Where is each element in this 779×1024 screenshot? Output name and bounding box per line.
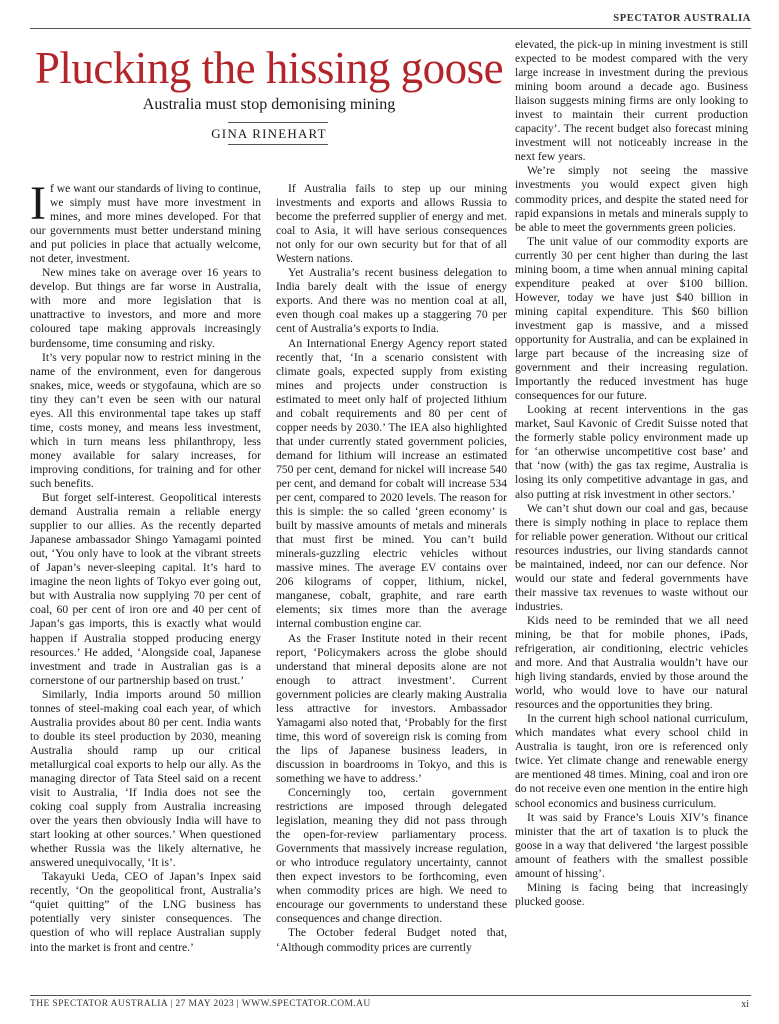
paragraph: It was said by France’s Louis XIV’s finance minister that the art of taxation is to pluck the goose in a way that delivered ‘the largest possible amount of feathers with the smallest possible amount of hissing’.: [515, 810, 748, 880]
running-head: SPECTATOR AUSTRALIA: [613, 13, 751, 24]
paragraph: If Australia fails to step up our mining investments and exports and allows Russia to become the preferred supplier of energy and met. coal to Asia, it will have serious consequences not only for our own security but for that of all Western nations.: [276, 182, 507, 266]
paragraph: The unit value of our commodity exports are currently 30 per cent higher than during the last mining boom, a time when annual mining capital expenditure peaked at over $100 billion. However, today we have just $40 billion in mining capital expenditure. This $60 billion investment gap is massive, and a missed opportunity for Australia, and can be explained in large part because of the increasing size of government and their increasing regulation. Importantly the reduced investment has huge consequences for our future.: [515, 234, 748, 403]
paragraph: elevated, the pick-up in mining investment is still expected to be modest compared with the very large increase in investment during the previous mining boom around a decade ago. Business liaison suggests mining firms are only looking to invest to maintain their current production capacity’. The recent budget also forecast mining investment will not noticeably increase in the next few years.: [515, 38, 748, 164]
paragraph: In the current high school national curriculum, which mandates what every school child in Australia is taught, iron ore is referenced only twice. Yet climate change and renewable energy are mentioned 48 times. Mining, coal and iron ore do not receive even one mention in the entire high school economics and business curriculum.: [515, 712, 748, 810]
paragraph: [30, 177, 261, 266]
footer: THE SPECTATOR AUSTRALIA | 27 MAY 2023 | WWW.SPECTATOR.COM.AU: [30, 999, 371, 1009]
paragraph: But forget self-interest. Geopolitical interests demand Australia remain a reliable energy supplier to our allies. As the recently departed Japanese ambassador Shingo Yamagami pointed out, ‘You only have to look at the vibrant streets of Japan’s never-sleeping capital. It’s hard to imagine the neon lights of Tokyo ever going out, but with Australia now supplying 70 per cent of coal, 60 per cent of iron ore and 40 per cent of Japan’s gas imports, this is exactly what would happen if Australia stopped producing energy resources.’ He added, ‘Alongside coal, Japanese investment and trade in Australian gas is a cornerstone of our partnership based on trust.’: [30, 491, 261, 687]
paragraph: It’s very popular now to restrict mining in the name of the environment, even for dangerous snakes, mice, weeds or stygofauna, which are so tiny they can’t even be seen with our natural eyes. All this environmental tape takes up staff time, costs money, and means less investment, which in turn means less philanthropy, less money available for salary increases, for improving conditions, for training and for other such benefits.: [30, 350, 261, 490]
header-rule: [30, 28, 751, 29]
paragraph: Takayuki Ueda, CEO of Japan’s Inpex said recently, ‘On the geopolitical front, Australia’s “quiet quitting” of the LNG business has potentially very sinister consequences. The question of who will replace Australian supply into the market is front and centre.’: [30, 870, 261, 954]
paragraph: Looking at recent interventions in the gas market, Saul Kavonic of Credit Suisse noted that the formerly stable policy environment made up for ‘an otherwise uncompetitive cost base’ and that ‘now (with) the gas tax regime, Australia is losing its only competitive advantage in gas, and also putting at risk investment in other sectors.’: [515, 403, 748, 501]
paragraph: Similarly, India imports around 50 million tonnes of steel-making coal each year, of which Australia provides about 80 per cent. India wants to double its steel production by 2030, meaning Australia should ramp up our critical metallurgical coal exports to help our ally. As the managing director of Tata Steel said on a recent visit to Australia, ‘If India does not see the coking coal supply from Australia increasing over the years then obviously India will have to start looking at other sources.’ When questioned whether Russia was the likely alternative, he answered unequivocally, ‘It is’.: [30, 687, 261, 870]
column-1: [30, 177, 261, 955]
paragraph: Concerningly too, certain government restrictions are imposed through delegated legislation, meaning they did not pass through the open-for-review parliamentary process. Governments that massively increase regulation, or who introduce regulatory uncertainty, cannot then expect investors to be forthcoming, even when commodity prices are high. We need to encourage our governments to understand these consequences and change direction.: [276, 786, 507, 926]
paragraph-text: f we want our standards of living to continue, we simply must have more investment in mines, and more mines developed. For that our governments must better understand mining and put policies in place that actually welcome, not deter, investment.: [30, 182, 261, 266]
paragraph: Mining is facing being that increasingly plucked goose.: [515, 880, 748, 908]
column-3: [515, 38, 748, 909]
article-title: Plucking the hissing goose: [34, 43, 504, 93]
paragraph: As the Fraser Institute noted in their recent report, ‘Policymakers across the globe should understand that mineral deposits alone are not enough to attract investment’. Current government policies are clearly making Australia less attractive for investors. Ambassador Yamagami also noted that, ‘Probably for the first time, this word of sovereign risk is coming from the lips of Japanese business leaders, in discussion in boardrooms in Tokyo, and this is something we have to address.’: [276, 631, 507, 785]
page-number: xi: [741, 999, 749, 1010]
column-2: [276, 182, 507, 955]
paragraph: New mines take on average over 16 years to develop. But things are far worse in Australia, with more and more legislation that is unattractive to investors, and more and more coloured tape making approvals increasingly burdensome, time consuming and risky.: [30, 266, 261, 350]
paragraph: An International Energy Agency report stated recently that, ‘In a scenario consistent with climate goals, expected supply from existing mines and projects under construction is estimated to meet only half of projected lithium and cobalt requirements and 80 per cent of copper needs by 2030.’ The IEA also highlighted that under currently stated government policies, demand for lithium will increase an estimated 750 per cent, demand for nickel will increase 540 per cent, and demand for cobalt will increase 534 per cent, compared to 2020 levels. The reason for this is simple: the so called ‘green economy’ is built by massive amounts of metals and minerals that must first be mined. You can’t build minerals-guzzling electric vehicles without massive mines. The average EV contains over 206 kilograms of copper, lithium, nickel, manganese, cobalt, graphite, and rare earth elements; six times more than the average internal combustion engine car.: [276, 336, 507, 631]
byline-rule-top: [228, 122, 328, 123]
footer-rule: [30, 995, 751, 996]
paragraph: We’re simply not seeing the massive investments you would expect given high commodity prices, and despite the stated need for rapid expansions in metals and minerals supply to be able to meet the governments green policies.: [515, 164, 748, 234]
paragraph: Yet Australia’s recent business delegation to India barely dealt with the issue of energy exports. And there was no mention coal at all, even though coal makes up a staggering 70 per cent of Australia’s exports to India.: [276, 266, 507, 336]
paragraph: We can’t shut down our coal and gas, because there is simply nothing in place to replace them for reliable power generation. Without our critical resources industries, our living standards cannot be maintained, indeed, nor can our defence. Nor would our state and federal governments have their massive tax revenues to waste without our industries.: [515, 501, 748, 613]
drop-cap: I: [30, 177, 46, 230]
paragraph: The October federal Budget noted that, ‘Although commodity prices are currently: [276, 926, 507, 954]
paragraph: Kids need to be reminded that we all need mining, be that for mobile phones, iPads, refrigeration, air conditioning, electric vehicles and more. And that Australia wouldn’t have our high living standards, envied by those around the world, who would love to have our natural resources and the opportunities they bring.: [515, 613, 748, 712]
byline-rule-bottom: [228, 144, 328, 145]
byline: GINA RINEHART: [211, 126, 327, 141]
article-subtitle: Australia must stop demonising mining: [142, 96, 396, 113]
